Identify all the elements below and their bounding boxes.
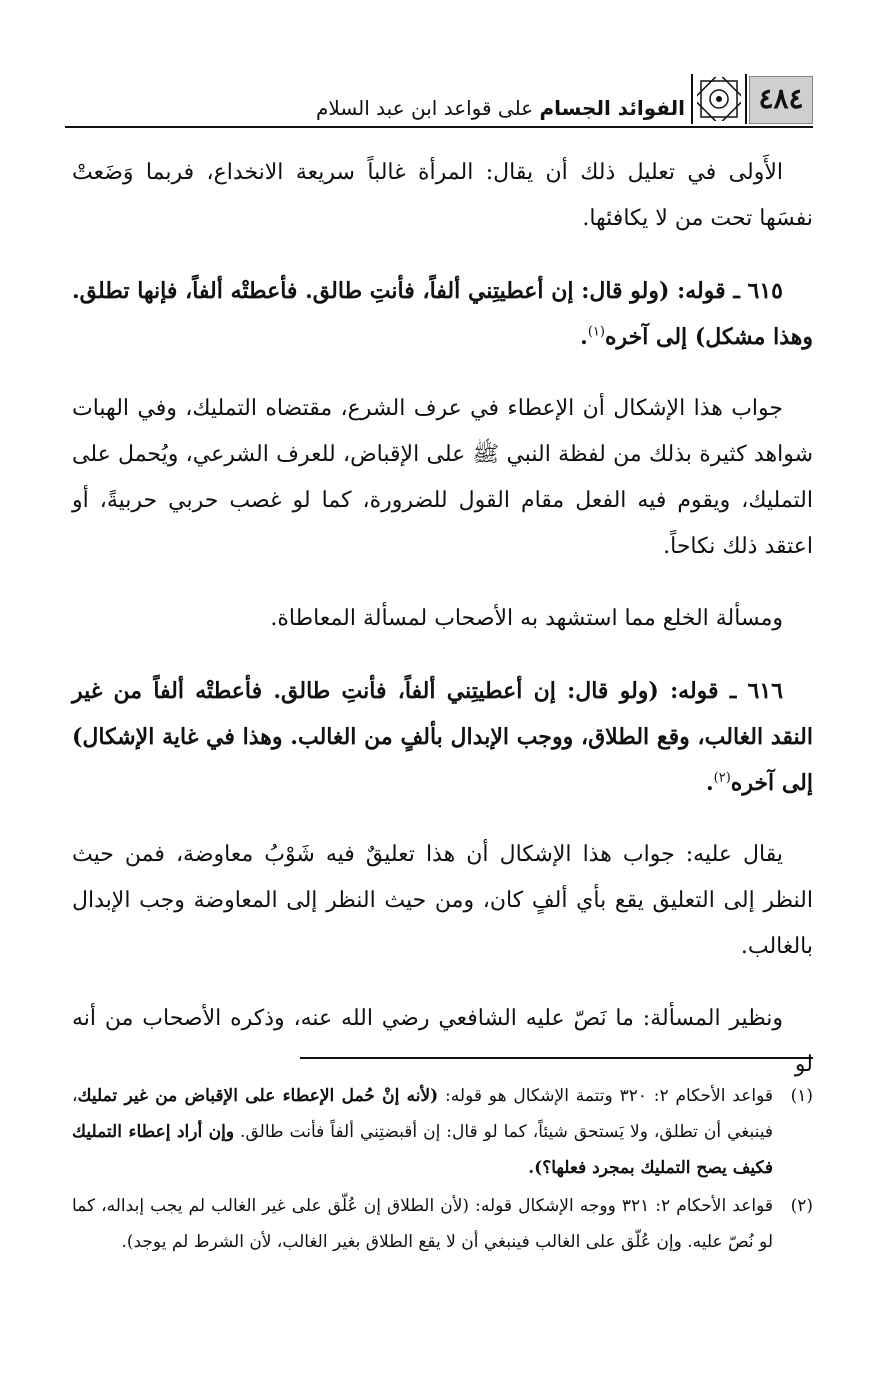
paragraph: جواب هذا الإشكال أن الإعطاء في عرف الشرع، مقتضاه التمليك، وفي الهبات شواهد كثيرة بذلك من لفظة النبي ﷺ على الإقباض، للعرف الشرعي، ويُحمل على التمليك، ويقوم فيه الفعل مقام القول للضرورة، كما لو غصب حربي حربيةً، أو اعتقد ذلك نكاحاً. (72, 396, 813, 559)
page-number: ٤٨٤ (749, 76, 813, 124)
footnote-text (72, 1078, 773, 1186)
footnote-text: قواعد الأحكام ٢: ٣٢١ ووجه الإشكال قوله: (لأن الطلاق إن عُلّق على غير الغالب لم يجب إبداله، كما لو نُصّ عليه. وإن عُلّق على الغالب فينبغي أن لا يقع الطلاق بغير الغالب، لأن الشرط لم يوجد). (72, 1196, 773, 1252)
quoted-paragraph (72, 668, 813, 806)
star-octagram-icon (691, 74, 747, 124)
running-title-bold: الفوائد الجسام (539, 96, 685, 120)
footnote (72, 1188, 813, 1260)
running-header (65, 74, 813, 128)
quote-text: ٦١٥ ـ قوله: (ولو قال: إن أعطيتِني ألفاً، فأنتِ طالق. فأعطتْه ألفاً، فإنها تطلق. وهذا مشكل) إلى آخره (72, 278, 813, 350)
quote-end: . (705, 770, 714, 796)
quoted-paragraph (72, 268, 813, 360)
footnote-text-bold: (لأنه إنْ حُمل الإعطاء على الإقباض من غير تمليك (77, 1086, 439, 1106)
footnote-text-part: قواعد الأحكام ٢: ٣٢٠ وتتمة الإشكال هو قوله: (438, 1086, 773, 1106)
footnotes (72, 1078, 813, 1262)
paragraph: ومسألة الخلع مما استشهد به الأصحاب لمسألة المعاطاة. (270, 606, 783, 631)
running-title (165, 96, 685, 120)
footnote (72, 1078, 813, 1186)
quote-text: ٦١٦ ـ قوله: (ولو قال: إن أعطيتِني ألفاً، فأنتِ طالق. فأعطتْه ألفاً من غير النقد الغالب، وقع الطلاق، ووجب الإبدال بألفٍ من الغالب. وهذا في غاية الإشكال) إلى آخره (72, 678, 813, 796)
footnote-number: (٢) (790, 1196, 813, 1216)
running-title-rest: على قواعد ابن عبد السلام (316, 96, 540, 120)
footnote-ref[interactable]: (٢) (713, 770, 731, 786)
footnote-ref[interactable]: (١) (587, 324, 605, 340)
footnote-divider (300, 1057, 813, 1059)
footnote-number: (١) (790, 1086, 813, 1106)
footnote-text-part: ، فينبغي أن تطلق، ولا يَستحق شيئاً، كما لو قال: إن أقبضتِني ألفاً فأنت طالق. (72, 1086, 773, 1142)
paragraph: الأَولى في تعليل ذلك أن يقال: المرأة غالباً سريعة الانخداع، فربما وَضَعتْ نفسَها تحت من لا يكافئها. (72, 160, 813, 231)
main-text (72, 150, 813, 1114)
footnote-text-bold: وإن أراد إعطاء التمليك فكيف يصح التمليك بمجرد فعلها؟). (72, 1122, 773, 1178)
paragraph: يقال عليه: جواب هذا الإشكال أن هذا تعليقٌ فيه شَوْبُ معاوضة، فمن حيث النظر إلى التعليق يقع بأي ألفٍ كان، ومن حيث النظر إلى المعاوضة وجب الإبدال بالغالب. (72, 842, 813, 959)
quote-end: . (580, 324, 588, 350)
paragraph: ونظير المسألة: ما نَصّ عليه الشافعي رضي الله عنه، وذكره الأصحاب من أنه لو (72, 1006, 813, 1077)
